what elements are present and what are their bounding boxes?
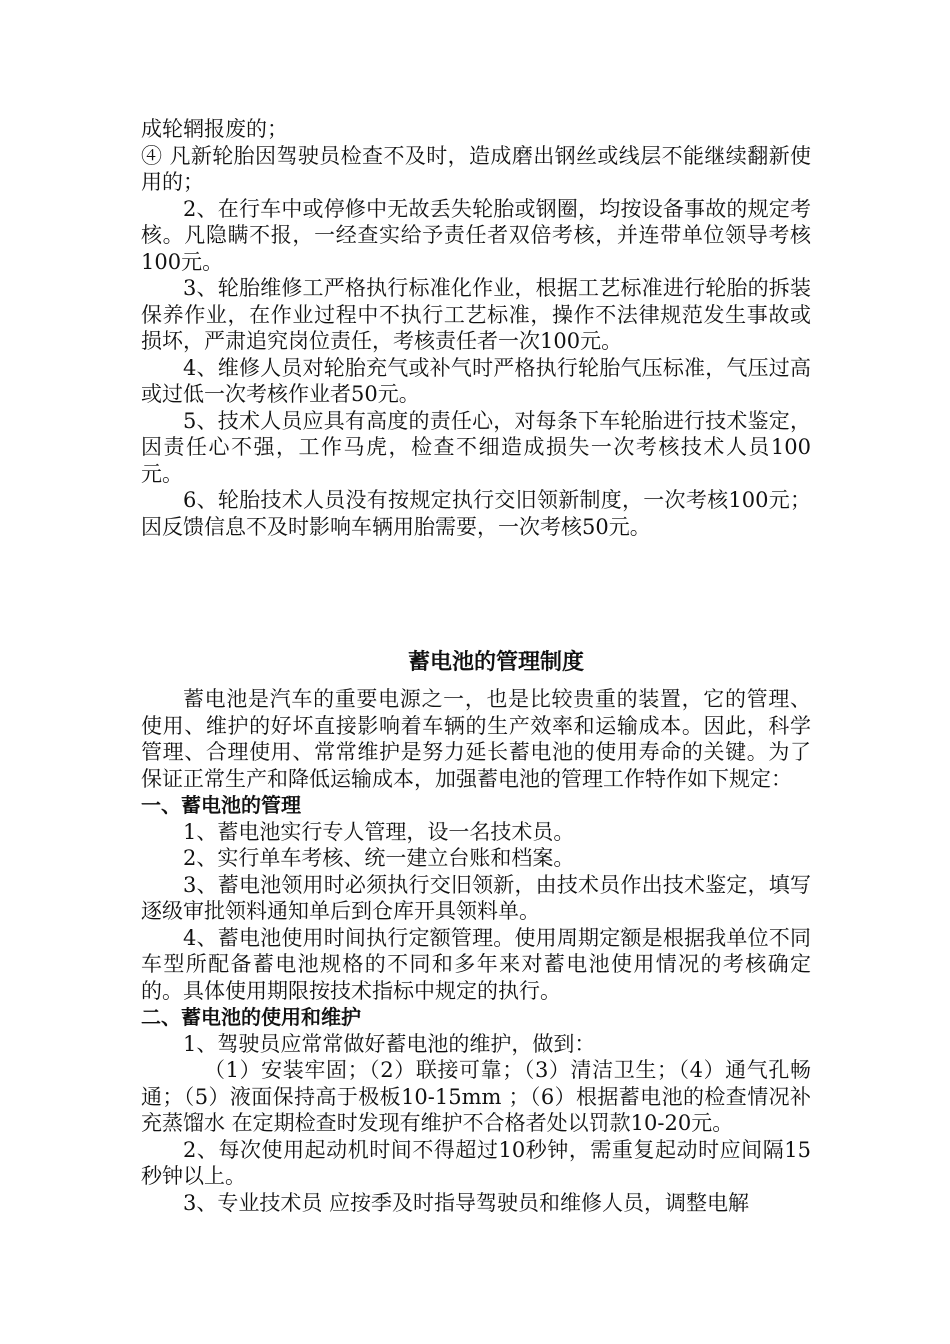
paragraph-rule-2: 2、在行车中或停修中无故丢失轮胎或钢圈，均按设备事故的规定考核。凡隐瞒不报，一经查实给予责任者双倍考核，并连带单位领导考核100元。 bbox=[141, 196, 811, 274]
maintenance-item-1: 1、驾驶员应常常做好蓄电池的维护，做到： bbox=[183, 1031, 596, 1056]
section-spacer bbox=[141, 540, 811, 648]
management-item-3: 3、蓄电池领用时必须执行交旧领新，由技术员作出技术鉴定，填写逐级审批领料通知单后到仓库开具领料单。 bbox=[141, 872, 811, 923]
document-heading: 蓄电池的管理制度 bbox=[407, 650, 584, 675]
maintenance-checklist: （1）安装牢固；（2）联接可靠；（3）清洁卫生；（4）通气孔畅通；（5）液面保持高于极板10-15mm ；（6）根据蓄电池的检查情况补充蒸馏水 在定期检查时发现有维护不合格者处以罚款10-20元。 bbox=[141, 1058, 811, 1135]
paragraph-rule-5: 5、技术人员应具有高度的责任心，对每条下车轮胎进行技术鉴定，因责任心不强，工作马虎，检查不细造成损失一次考核技术人员100元。 bbox=[141, 408, 811, 486]
paragraph-continuation: 成轮辋报废的； bbox=[141, 117, 288, 141]
management-item-1: 1、蓄电池实行专人管理，设一名技术员。 bbox=[183, 819, 575, 844]
management-item-4: 4、蓄电池使用时间执行定额管理。使用周期定额是根据我单位不同车型所配备蓄电池规格的不同和多年来对蓄电池使用情况的考核确定的。具体使用期限按技术指标中规定的执行。 bbox=[141, 925, 811, 1003]
document-body bbox=[141, 116, 811, 1216]
section-heading-management: 一、蓄电池的管理 bbox=[141, 793, 301, 817]
paragraph-rule-3: 3、轮胎维修工严格执行标准化作业，根据工艺标准进行轮胎的拆装保养作业，在作业过程中不执行工艺标准，操作不法律规范发生事故或损坏，严肃追究岗位责任，考核责任者一次100元。 bbox=[141, 276, 811, 353]
intro-paragraph: 蓄电池是汽车的重要电源之一，也是比较贵重的装置，它的管理、使用、维护的好坏直接影响着车辆的生产效率和运输成本。因此，科学管理、合理使用、常常维护是努力延长蓄电池的使用寿命的关键。为了保证正常生产和降低运输成本，加强蓄电池的管理工作特作如下规定： bbox=[141, 687, 811, 791]
maintenance-item-3: 3、专业技术员 应按季及时指导驾驶员和维修人员，调整电解 bbox=[183, 1190, 750, 1215]
paragraph-item-4: ④ 凡新轮胎因驾驶员检查不及时，造成磨出钢丝或线层不能继续翻新使用的； bbox=[141, 143, 811, 194]
paragraph-rule-4: 4、维修人员对轮胎充气或补气时严格执行轮胎气压标准，气压过高或过低一次考核作业者50元。 bbox=[141, 355, 811, 406]
maintenance-item-2: 2、每次使用起动机时间不得超过10秒钟，需重复起动时应间隔15秒钟以上。 bbox=[141, 1137, 811, 1188]
management-item-2: 2、实行单车考核、统一建立台账和档案。 bbox=[183, 846, 575, 870]
section-heading-use-maintenance: 二、蓄电池的使用和维护 bbox=[141, 1005, 361, 1029]
paragraph-rule-6: 6、轮胎技术人员没有按规定执行交旧领新制度，一次考核100元；因反馈信息不及时影响车辆用胎需要，一次考核50元。 bbox=[141, 488, 811, 539]
